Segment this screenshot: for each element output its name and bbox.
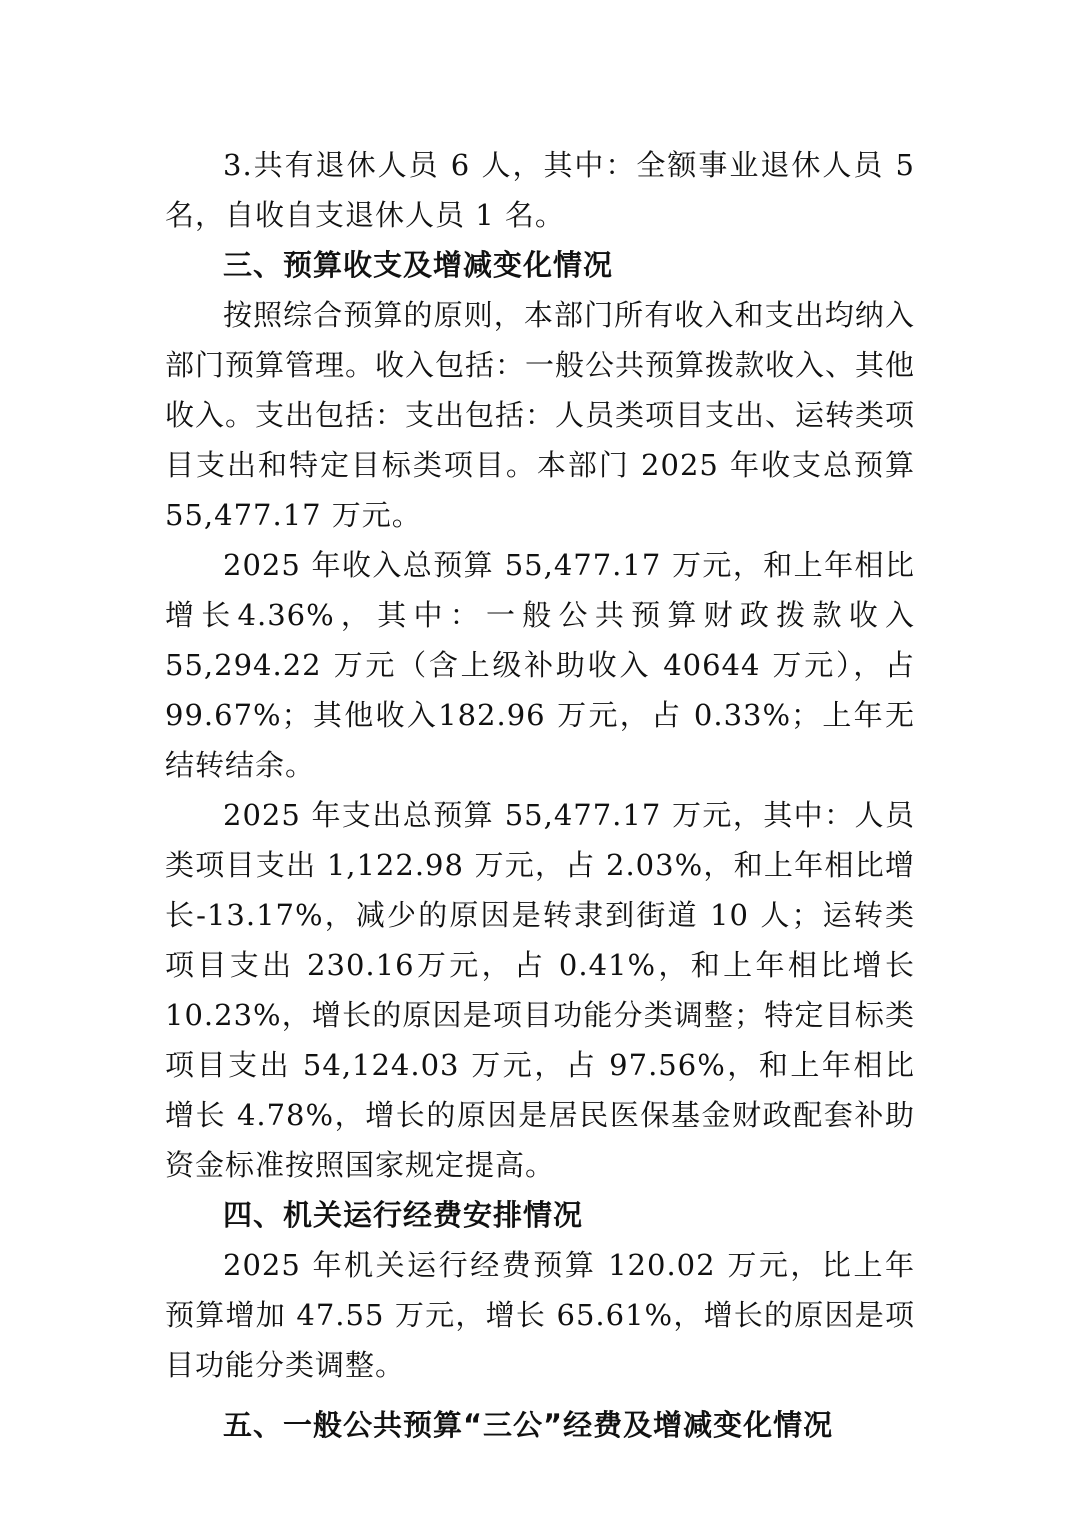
section-heading-5: 五、一般公共预算“三公”经费及增减变化情况 <box>223 1408 834 1442</box>
paragraph-expenditure: 2025 年支出总预算 55,477.17 万元，其中：人员类项目支出 1,122.98 万元，占 2.03%，和上年相比增长-13.17%，减少的原因是转隶到街道 10 人；运转类项目支出 230.16万元，占 0.41%，和上年相比增长 10.23%，增长的原因是项目功能分类调整；特定目标类项目支出 54,124.03 万元，占 97.56%，和上年相比增长 4.78%，增长的原因是居民医保基金财政配套补助资金标准按照国家规定提高。 <box>165 798 915 1182</box>
paragraph-budget-principle: 按照综合预算的原则，本部门所有收入和支出均纳入部门预算管理。收入包括：一般公共预算拨款收入、其他收入。支出包括：支出包括：人员类项目支出、运转类项目支出和特定目标类项目。本部门 2025 年收支总预算55,477.17 万元。 <box>165 298 916 532</box>
document-body <box>165 140 915 1450</box>
paragraph-retirees: 3.共有退休人员 6 人，其中：全额事业退休人员 5 名，自收自支退休人员 1 名。 <box>165 148 915 232</box>
section-heading-3: 三、预算收支及增减变化情况 <box>223 248 614 282</box>
paragraph-income: 2025 年收入总预算 55,477.17 万元，和上年相比增长4.36%，其中：一般公共预算财政拨款收入 55,294.22 万元（含上级补助收入 40644 万元），占 99.67%；其他收入182.96 万元，占 0.33%；上年无结转结余。 <box>165 548 915 782</box>
paragraph-operating-funds: 2025 年机关运行经费预算 120.02 万元，比上年预算增加 47.55 万元，增长 65.61%，增长的原因是项目功能分类调整。 <box>165 1248 915 1382</box>
section-heading-4: 四、机关运行经费安排情况 <box>223 1198 584 1232</box>
